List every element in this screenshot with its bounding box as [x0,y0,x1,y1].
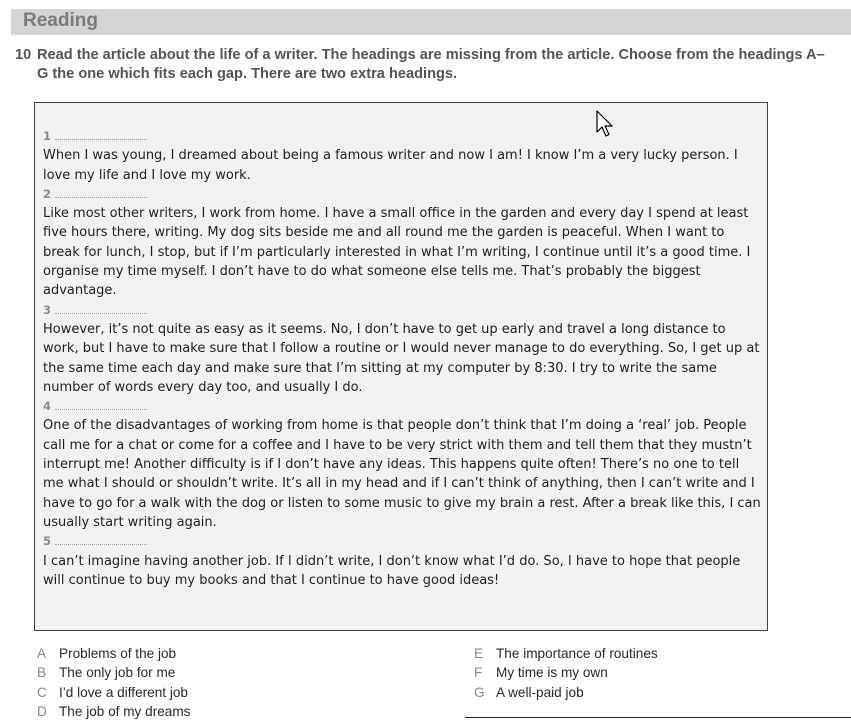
heading-letter: A [37,646,47,661]
gap-number: 2 [43,186,52,201]
paragraph-1: When I was young, I dreamed about being a famous writer and now I am! I know I’m a very lucky person. I love my life and I love my work. [43,148,738,183]
gap-5[interactable] [43,532,761,551]
gap-number: 4 [43,399,52,414]
headings-list-right [474,644,658,702]
instruction-text: Read the article about the life of a writer. The headings are missing from the article. Choose from the headings A–G the one which fits each gap. There are two extra headings. [37,47,825,82]
heading-option-b [37,663,190,682]
headings-list-left [37,644,190,721]
divider [465,717,851,718]
paragraph-4: One of the disadvantages of working from home is that people don’t think that I’m doing a ‘real’ job. People call me for a chat or come for a coffee and I have to be very strict with them and tell them that they mustn’t interrupt me! Another difficulty is if I don’t have any ideas. This happens quite often! There’s no one to tell me what I should or shouldn’t write. It’s all in my head and if I can’t think of anything, then I can’t write and I have to go for a walk with the dog or listen to some music to give my brain a rest. After a break like this, I can usually start writing again. [43,418,761,530]
gap-blank[interactable] [55,196,147,198]
gap-2[interactable] [43,185,761,204]
heading-text: My time is my own [496,665,608,681]
paragraph-2: Like most other writers, I work from home. I have a small office in the garden and every day I spend at least five hours there, writing. My dog sits beside me and all round me the garden is peaceful. When I want to break for lunch, I stop, but if I’m particularly interested in what I’m writing, I continue until it’s a good time. I organise my time myself. I don’t have to do what someone else tells me. That’s probably the biggest advantage. [43,206,751,299]
heading-option-a [37,644,190,663]
gap-blank[interactable] [55,408,147,410]
heading-letter: C [37,684,47,700]
section-title: Reading [23,10,98,31]
heading-text: I’d love a different job [59,684,188,700]
gap-blank[interactable] [55,138,147,140]
heading-text: The job of my dreams [59,703,191,719]
heading-letter: E [474,646,484,661]
heading-option-e [474,644,658,663]
heading-text: The only job for me [59,665,176,681]
heading-option-g [474,683,658,702]
heading-option-f [474,663,658,682]
mouse-pointer-icon [596,110,616,138]
gap-blank[interactable] [55,543,147,545]
gap-number: 5 [43,534,52,549]
heading-text: A well-paid job [496,684,584,700]
heading-text: Problems of the job [59,646,177,661]
exercise-instruction [15,46,835,84]
gap-4[interactable] [43,397,761,416]
heading-option-c [37,683,190,702]
article-box [34,102,768,631]
heading-text: The importance of routines [496,646,658,661]
exercise-number: 10 [15,47,32,63]
gap-blank[interactable] [55,312,147,314]
heading-letter: G [474,684,485,700]
heading-letter: B [37,665,47,681]
article-body [43,127,761,590]
gap-3[interactable] [43,301,761,320]
heading-option-d [37,702,190,721]
paragraph-3: However, it’s not quite as easy as it seems. No, I don’t have to get up early and travel a long distance to work, but I have to make sure that I follow a routine or I would never manage to do everything. So, I get up at the same time each day and make sure that I’m sitting at my computer by 8:30. I try to write the same number of words every day too, and usually I do. [43,321,760,395]
gap-number: 3 [43,302,52,317]
gap-number: 1 [43,129,52,143]
heading-letter: D [37,703,47,719]
section-header [11,9,851,35]
heading-letter: F [474,665,483,681]
paragraph-5: I can’t imagine having another job. If I didn’t write, I don’t know what I’d do. So, I have to hope that people will continue to buy my books and that I continue to have good ideas! [43,553,741,588]
gap-1[interactable] [43,127,761,146]
